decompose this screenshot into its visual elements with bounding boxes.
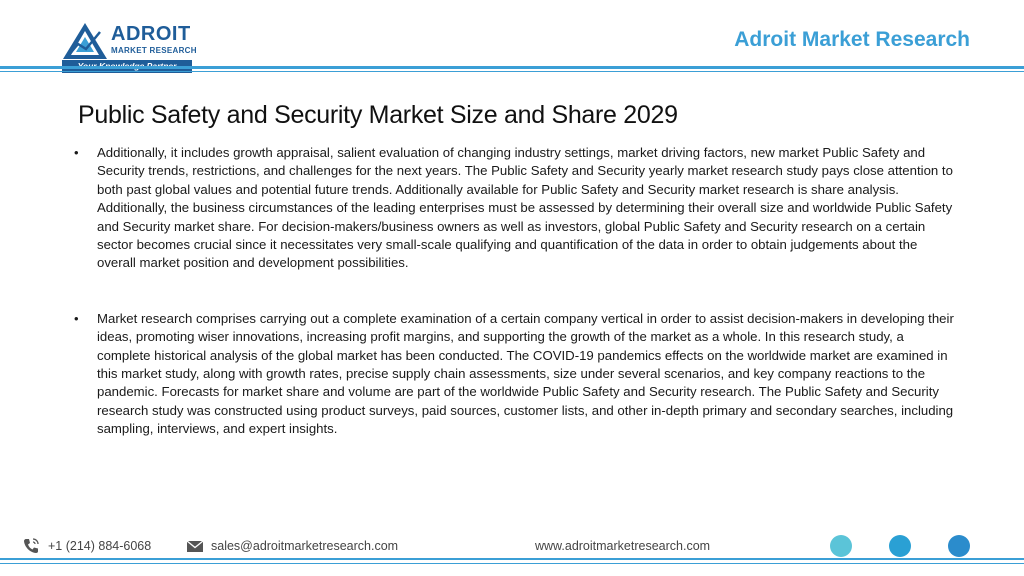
footer-divider-thin [0, 563, 1024, 564]
page-title: Public Safety and Security Market Size and Share 2029 [78, 101, 678, 129]
bullet-text: Additionally, it includes growth appraisal, salient evaluation of changing industry settings, market driving factors, new market Public Safety and Security trends, restrictions, and challenges for the next years. The Public Safety and Security yearly market research study pays close attention to both past global values and potential future trends. Additionally available for Public Safety and Security market research is share analysis. Additionally, the business circumstances of the leading enterprises must be assessed by determining their overall size and worldwide Public Safety and Security market share. For decision-makers/business owners as well as investors, global Public Safety and Security research on a certain sector becomes crucial since it necessitates very small-scale qualifying and quantification of the data in order to obtain judgements about the overall market position and development possibilities. [97, 145, 953, 271]
bullet-text: Market research comprises carrying out a complete examination of a certain company vertical in order to assist decision-makers in developing their ideas, promoting wiser innovations, increasing profit margins, and supporting the growth of the market as a whole. In this research study, a complete historical analysis of the global market has been conducted. The COVID-19 pandemics effects on the worldwide market are examined in this market study, along with growth rates, precise supply chain assessments, size under several scenarios, and key company reactions to the pandemic. Forecasts for market share and volume are part of the worldwide Public Safety and Security research. The Public Safety and Security research study was constructed using product surveys, paid sources, customer lists, and other in-depth primary and secondary searches, including sampling, interviews, and expert insights. [97, 310, 954, 437]
list-item [74, 144, 954, 273]
brand-title: Adroit Market Research [734, 28, 970, 51]
footer-email[interactable]: sales@adroitmarketresearch.com [211, 539, 399, 553]
decorative-dot-3 [948, 535, 970, 557]
list-item [74, 310, 954, 439]
header-divider-thin [0, 71, 1024, 72]
footer-phone[interactable]: +1 (214) 884-6068 [48, 539, 152, 553]
bullet-marker: • [74, 310, 79, 326]
decorative-dot-1 [830, 535, 852, 557]
bullet-list [74, 144, 954, 439]
logo-name: ADROIT [111, 23, 191, 45]
phone-icon [22, 537, 40, 555]
decorative-dot-2 [889, 535, 911, 557]
logo-subtitle: MARKET RESEARCH [111, 46, 197, 55]
header-divider [0, 66, 1024, 69]
footer-website[interactable]: www.adroitmarketresearch.com [535, 539, 711, 553]
bullet-marker: • [74, 145, 79, 160]
mail-icon [186, 537, 204, 555]
footer-divider [0, 558, 1024, 560]
logo-triangle-icon [62, 22, 108, 60]
